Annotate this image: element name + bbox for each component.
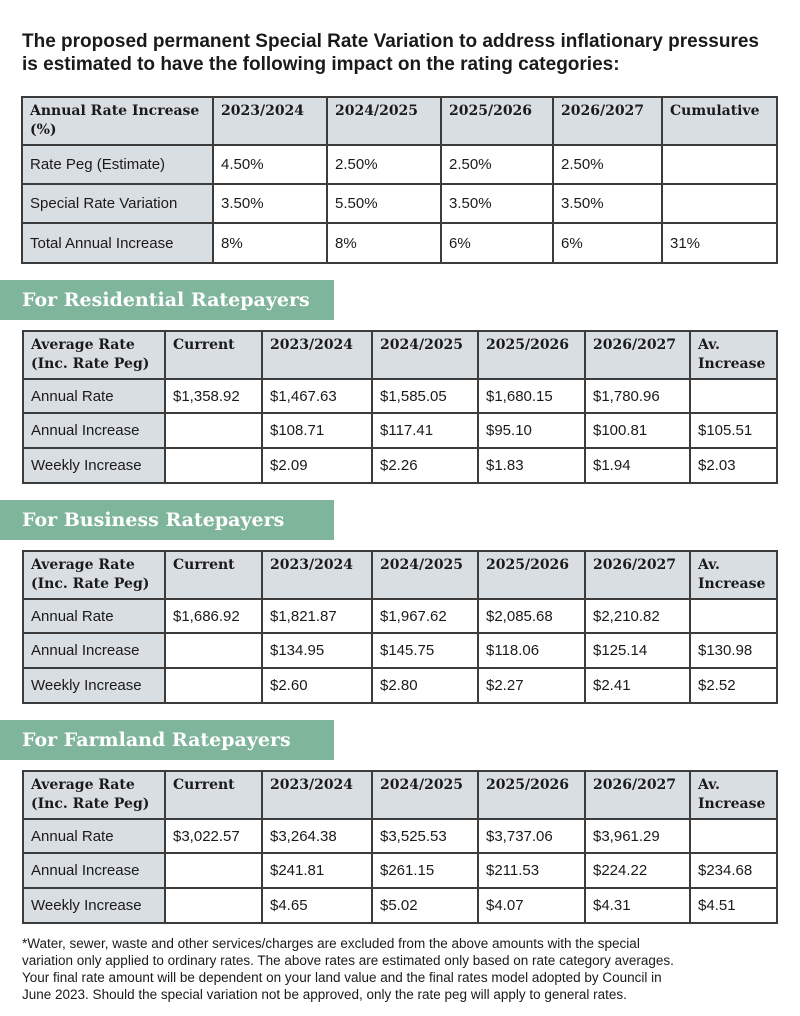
table-row [23, 819, 777, 853]
table-header-row [23, 771, 777, 819]
table-cell: $4.31 [585, 888, 690, 923]
summary-table [21, 96, 778, 264]
column-header: 2024/2025 [327, 97, 441, 145]
intro-line: is estimated to have the following impact on the rating categories: [22, 54, 620, 75]
table-cell: $1,467.63 [262, 379, 372, 413]
column-header: 2023/2024 [213, 97, 327, 145]
table-cell [165, 448, 262, 483]
table-cell: $2.03 [690, 448, 777, 483]
table-cell: 4.50% [213, 145, 327, 184]
row-label: Annual Rate [23, 599, 165, 633]
table-cell: $211.53 [478, 853, 585, 888]
table-cell: $95.10 [478, 413, 585, 448]
table-cell: $234.68 [690, 853, 777, 888]
table-cell [662, 145, 777, 184]
table-cell: $3,264.38 [262, 819, 372, 853]
table-cell: $118.06 [478, 633, 585, 668]
table-cell: 2.50% [441, 145, 553, 184]
table-cell [165, 853, 262, 888]
table-row [23, 853, 777, 888]
column-header: 2026/2027 [585, 771, 690, 819]
table-cell: $2.60 [262, 668, 372, 703]
table-cell: $1.94 [585, 448, 690, 483]
column-header: Av. Increase [690, 331, 777, 379]
table-header-row [23, 551, 777, 599]
table-cell: $100.81 [585, 413, 690, 448]
column-header: Av. Increase [690, 551, 777, 599]
column-header: Average Rate (Inc. Rate Peg) [23, 771, 165, 819]
table-cell: $2.26 [372, 448, 478, 483]
table-cell [165, 888, 262, 923]
table-row [23, 888, 777, 923]
table-cell: $1,358.92 [165, 379, 262, 413]
column-header: 2026/2027 [585, 551, 690, 599]
column-header: Annual Rate Increase (%) [22, 97, 213, 145]
table-cell: 6% [441, 223, 553, 263]
footnote-line: variation only applied to ordinary rates. The above rates are estimated only based on rate category averages. [22, 953, 674, 968]
table-cell: $130.98 [690, 633, 777, 668]
section-title-residential: For Residential Ratepayers [0, 280, 334, 320]
footnote [22, 935, 782, 1003]
row-label: Annual Increase [23, 853, 165, 888]
table-cell: $5.02 [372, 888, 478, 923]
column-header: Average Rate (Inc. Rate Peg) [23, 551, 165, 599]
table-row [22, 223, 777, 263]
footnote-line: *Water, sewer, waste and other services/charges are excluded from the above amounts with the special [22, 936, 640, 951]
table-cell: $125.14 [585, 633, 690, 668]
table-cell: $1,585.05 [372, 379, 478, 413]
table-cell: $2.52 [690, 668, 777, 703]
table-cell: $2.80 [372, 668, 478, 703]
row-label: Weekly Increase [23, 448, 165, 483]
column-header: Av. Increase [690, 771, 777, 819]
table-cell: 31% [662, 223, 777, 263]
table-cell: $3,961.29 [585, 819, 690, 853]
column-header: Current [165, 331, 262, 379]
column-header: 2024/2025 [372, 551, 478, 599]
table-cell [165, 413, 262, 448]
table-cell: $2.27 [478, 668, 585, 703]
footnote-line: June 2023. Should the special variation not be approved, only the rate peg will apply to general rates. [22, 987, 627, 1002]
table-cell: $1,967.62 [372, 599, 478, 633]
column-header: 2025/2026 [441, 97, 553, 145]
table-row [23, 599, 777, 633]
intro-heading [22, 30, 782, 76]
table-cell: $1.83 [478, 448, 585, 483]
table-cell [165, 633, 262, 668]
table-cell: 2.50% [327, 145, 441, 184]
table-row [23, 633, 777, 668]
table-cell: $3,022.57 [165, 819, 262, 853]
table-cell: $134.95 [262, 633, 372, 668]
table-cell: $224.22 [585, 853, 690, 888]
table-cell: $1,686.92 [165, 599, 262, 633]
column-header: 2024/2025 [372, 331, 478, 379]
table-cell: 2.50% [553, 145, 662, 184]
column-header: Current [165, 551, 262, 599]
column-header: 2023/2024 [262, 331, 372, 379]
table-cell: $2.41 [585, 668, 690, 703]
table-cell [690, 379, 777, 413]
table-cell: $145.75 [372, 633, 478, 668]
table-cell: 5.50% [327, 184, 441, 223]
table-cell: $3,737.06 [478, 819, 585, 853]
business-table [22, 550, 778, 704]
column-header: Cumulative [662, 97, 777, 145]
table-cell: $108.71 [262, 413, 372, 448]
column-header: Average Rate (Inc. Rate Peg) [23, 331, 165, 379]
column-header: 2026/2027 [553, 97, 662, 145]
intro-line: The proposed permanent Special Rate Variation to address inflationary pressures [22, 31, 759, 52]
table-cell: 6% [553, 223, 662, 263]
row-label: Annual Rate [23, 379, 165, 413]
footnote-line: Your final rate amount will be dependent on your land value and the final rates model adopted by Council in [22, 970, 662, 985]
table-row [22, 184, 777, 223]
column-header: 2023/2024 [262, 551, 372, 599]
table-cell: 3.50% [553, 184, 662, 223]
section-title-business: For Business Ratepayers [0, 500, 334, 540]
table-row [23, 668, 777, 703]
row-label: Weekly Increase [23, 888, 165, 923]
section-title-farmland: For Farmland Ratepayers [0, 720, 334, 760]
table-row [22, 145, 777, 184]
table-cell: $2.09 [262, 448, 372, 483]
table-cell: 3.50% [441, 184, 553, 223]
row-label: Annual Increase [23, 413, 165, 448]
table-cell: 8% [213, 223, 327, 263]
table-cell [690, 819, 777, 853]
table-cell: $2,210.82 [585, 599, 690, 633]
column-header: 2024/2025 [372, 771, 478, 819]
table-cell: 8% [327, 223, 441, 263]
table-row [23, 379, 777, 413]
column-header: 2025/2026 [478, 771, 585, 819]
table-cell: $2,085.68 [478, 599, 585, 633]
table-cell [662, 184, 777, 223]
table-row [23, 413, 777, 448]
residential-table [22, 330, 778, 484]
table-header-row [23, 331, 777, 379]
row-label: Weekly Increase [23, 668, 165, 703]
table-cell: $105.51 [690, 413, 777, 448]
table-cell: $1,680.15 [478, 379, 585, 413]
table-row [23, 448, 777, 483]
column-header: 2023/2024 [262, 771, 372, 819]
table-cell [165, 668, 262, 703]
table-cell: $3,525.53 [372, 819, 478, 853]
table-cell: 3.50% [213, 184, 327, 223]
table-cell: $4.07 [478, 888, 585, 923]
table-cell: $1,821.87 [262, 599, 372, 633]
table-cell: $117.41 [372, 413, 478, 448]
row-label: Rate Peg (Estimate) [22, 145, 213, 184]
column-header: 2026/2027 [585, 331, 690, 379]
row-label: Annual Rate [23, 819, 165, 853]
row-label: Special Rate Variation [22, 184, 213, 223]
column-header: 2025/2026 [478, 331, 585, 379]
table-cell [690, 599, 777, 633]
table-cell: $4.65 [262, 888, 372, 923]
column-header: 2025/2026 [478, 551, 585, 599]
column-header: Current [165, 771, 262, 819]
table-header-row [22, 97, 777, 145]
table-cell: $261.15 [372, 853, 478, 888]
table-cell: $1,780.96 [585, 379, 690, 413]
row-label: Annual Increase [23, 633, 165, 668]
row-label: Total Annual Increase [22, 223, 213, 263]
table-cell: $241.81 [262, 853, 372, 888]
table-cell: $4.51 [690, 888, 777, 923]
farmland-table [22, 770, 778, 924]
